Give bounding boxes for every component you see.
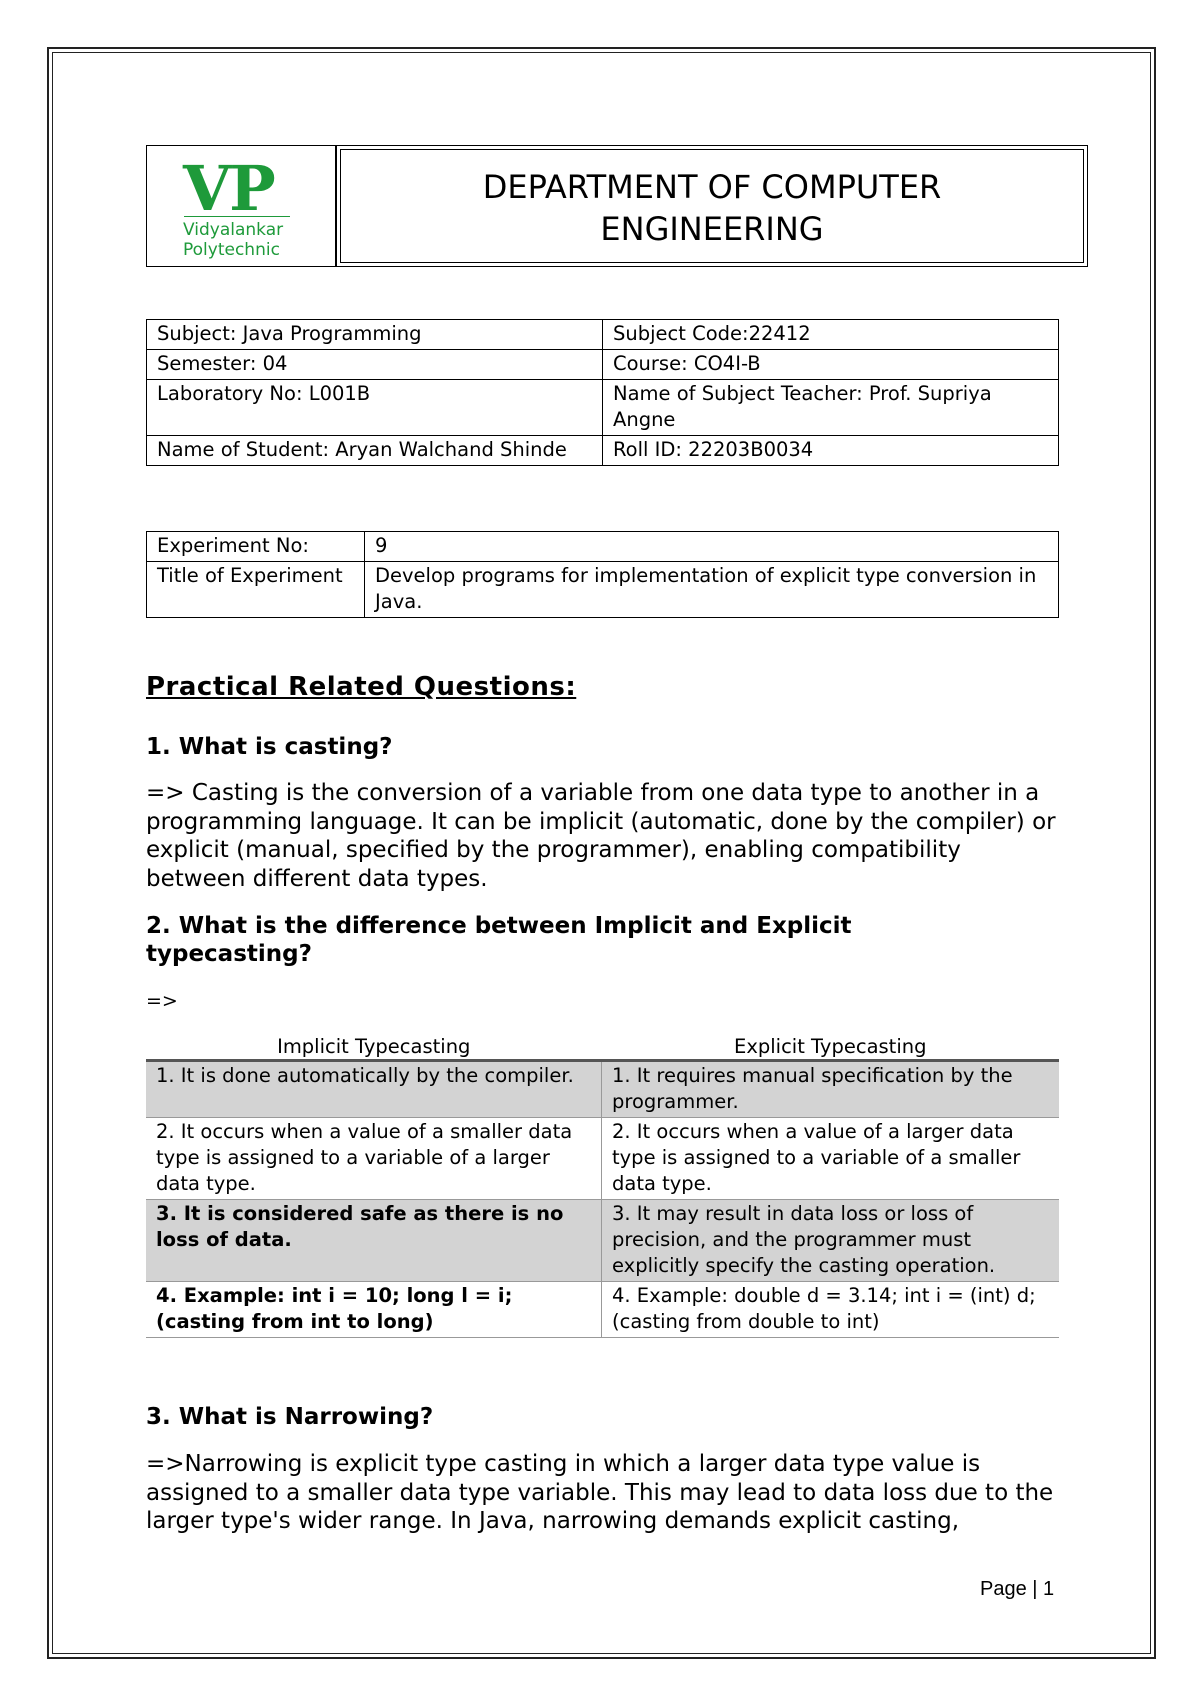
logo-divider — [184, 216, 290, 217]
implicit-cell: 2. It occurs when a value of a smaller data type is assigned to a variable of a larger data type. — [146, 1118, 602, 1200]
logo-text-line2: Polytechnic — [183, 240, 280, 260]
question-1: 1. What is casting? — [146, 734, 393, 760]
subject-cell: Subject: Java Programming — [147, 320, 603, 350]
explicit-cell: 1. It requires manual specification by the programmer. — [602, 1061, 1060, 1118]
typecasting-comparison-table — [146, 1033, 1059, 1338]
semester-cell: Semester: 04 — [147, 350, 603, 380]
section-heading: Practical Related Questions: — [146, 672, 577, 702]
experiment-title-label: Title of Experiment — [147, 562, 365, 618]
answer-3: =>Narrowing is explicit type casting in which a larger data type value is assigned to a smaller data type variable. This may lead to data loss due to the larger type's wider range. In Java, narrowing demands explicit casting, — [146, 1451, 1054, 1534]
experiment-table — [146, 531, 1059, 618]
column-header-explicit: Explicit Typecasting — [602, 1033, 1060, 1061]
column-header-implicit: Implicit Typecasting — [146, 1033, 602, 1061]
table-row — [146, 1200, 1059, 1282]
teacher-cell: Name of Subject Teacher: Prof. Supriya Angne — [603, 380, 1059, 436]
lab-no-cell: Laboratory No: L001B — [147, 380, 603, 436]
answer-2-arrow: => — [146, 990, 178, 1012]
college-logo — [146, 145, 336, 267]
implicit-cell: 3. It is considered safe as there is no loss of data. — [146, 1200, 602, 1282]
subject-code-cell: Subject Code:22412 — [603, 320, 1059, 350]
student-info-table — [146, 319, 1059, 466]
course-cell: Course: CO4I-B — [603, 350, 1059, 380]
implicit-cell: 1. It is done automatically by the compiler. — [156, 1064, 574, 1087]
question-2: 2. What is the difference between Implicit and Explicit typecasting? — [146, 913, 852, 967]
implicit-cell: 4. Example: int i = 10; long l = i; (casting from int to long) — [146, 1282, 602, 1338]
logo-text-line1: Vidyalankar — [183, 220, 284, 240]
roll-id-cell: Roll ID: 22203B0034 — [603, 436, 1059, 466]
experiment-title-value: Develop programs for implementation of explicit type conversion in Java. — [365, 562, 1059, 618]
student-name-cell: Name of Student: Aryan Walchand Shinde — [147, 436, 603, 466]
question-3: 3. What is Narrowing? — [146, 1404, 434, 1430]
experiment-no-label: Experiment No: — [147, 532, 365, 562]
explicit-cell: 2. It occurs when a value of a larger data type is assigned to a variable of a smaller data type. — [602, 1118, 1060, 1200]
experiment-no-value: 9 — [365, 532, 1059, 562]
page-number: Page | 1 — [980, 1578, 1055, 1600]
table-row — [146, 1061, 1059, 1118]
department-title: DEPARTMENT OF COMPUTER ENGINEERING — [482, 168, 942, 248]
document-header — [146, 145, 1088, 269]
explicit-cell: 3. It may result in data loss or loss of precision, and the programmer must explicitly specify the casting operation. — [602, 1200, 1060, 1282]
logo-mark: VP — [183, 152, 274, 225]
explicit-cell: 4. Example: double d = 3.14; int i = (int) d; (casting from double to int) — [602, 1282, 1060, 1338]
table-row — [146, 1282, 1059, 1338]
department-title-box — [336, 145, 1088, 267]
table-row — [146, 1118, 1059, 1200]
answer-1: => Casting is the conversion of a variable from one data type to another in a programming language. It can be implicit (automatic, done by the compiler) or explicit (manual, specified by the programmer), enabling compatibility between different data types. — [146, 780, 1056, 892]
